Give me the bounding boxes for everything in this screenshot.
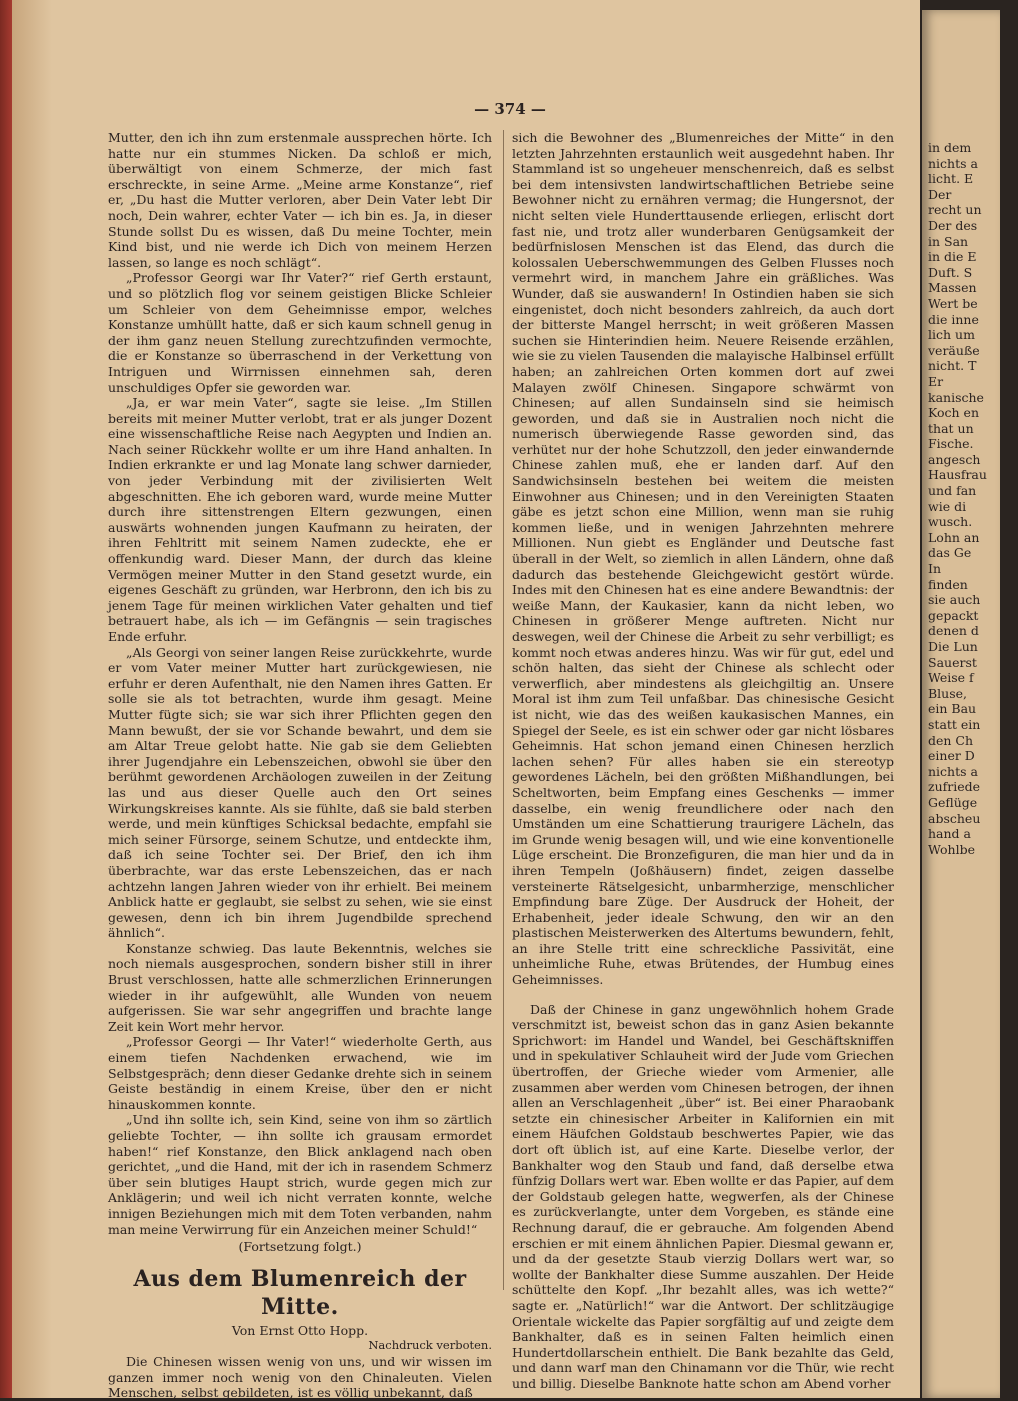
paragraph: Die Chinesen wissen wenig von uns, und wir wissen im ganzen immer noch wenig von den Chinaleuten. Vielen Menschen, selbst gebildeten, ist es völlig unbekannt, daß	[108, 1353, 492, 1401]
next-page-line: gepackt	[928, 607, 979, 623]
next-page-line: Geflüge	[928, 794, 978, 810]
next-page-line: zufriede	[928, 779, 981, 795]
next-page-line: that un	[928, 420, 974, 436]
next-page-line: in die E	[928, 249, 977, 265]
next-page-line: Bluse,	[928, 685, 968, 701]
paragraph: sich die Bewohner des „Blumenreiches der Mitte“ in den letzten Jahrzehnten erstaunlich weit ausgedehnt haben. Ihr Stammland ist so ungeheuer menschenreich, daß es selbst bei dem intensivsten landwirtschaftlichen Betriebe seine Bewohner nicht zu ernähren vermag; die Hungersnot, der nicht selten viele Hunderttausende erliegen, erlischt dort fast nie, und trotz aller wunderbaren Genügsamkeit der bedürfnislosen Menschen ist das Elend, das durch die kolossalen Ueberschwemmungen des Gelben Flusses noch vermehrt wird, in manchem Jahre ein gräßliches. Was Wunder, daß sie auswandern! In Ostindien haben sie sich eingenistet, doch nicht besonders zahlreich, da auch dort der bitterste Mangel herrscht; in weit größeren Massen suchen sie Hinterindien heim. Neuere Reisende erzählen, wie sie zu vielen Tausenden die malayische Halbinsel erfüllt haben; an zahlreichen Orten kommen dort auf zwei Malayen zwölf Chinesen. Singapore schwärmt von Chinesen; auf allen Sundainseln sind sie heimisch geworden, und daß sie in Australien noch nicht die numerisch überwiegende Rasse geworden sind, das verhütet nur der hohe Schutzzoll, den jeder einwandernde Chinese zahlen muß, ehe er landen darf. Auf den Sandwichsinseln bestehen bei weitem die meisten Einwohner aus Chinesen; und in den Vereinigten Staaten gäbe es jetzt schon eine Million, wenn man sie ruhig kommen ließe, und in wenigen Jahrzehnten mehrere Millionen. Nun giebt es Engländer und Deutsche fast überall in der Welt, so ziemlich in allen Ländern, ohne daß dadurch das bestehende Gleichgewicht gestört würde. Indes mit den Chinesen hat es eine andere Bewandtnis: der weiße Mann, der Kaukasier, kann da nicht leben, wo Chinesen in größerer Menge auftreten. Nicht nur deswegen, weil der Chinese die Arbeit zu sehr verbilligt; es kommt noch etwas anderes hinzu. Was wir für gut, edel und schön halten, das sieht der Chinese als schlecht oder verwerflich, aber mindestens als gleichgiltig an. Unsere Moral ist ihm zum Teil unfaßbar. Das chinesische Gesicht ist nicht, wie das des weißen kaukasischen Mannes, ein Spiegel der Seele, es ist ein schwer oder gar nicht lösbares Geheimnis. Hat schon jemand einen Chinesen herzlich lachen sehen? Für alles haben sie ein stereotyp gewordenes Lächeln, bei den größten Mißhandlungen, bei Scheltworten, beim Empfang eines Geschenks — immer dasselbe, ein wenig freundlichere oder nach den Umständen um eine Schattierung traurigere Lächeln, das im Grunde wenig besagen will, und wie eine konventionelle Lüge erscheint. Die Bronzefiguren, die man hier und da in ihren Tempeln (Joßhäusern) findet, zeigen dasselbe versteinerte Rätselgesicht, unbarmherzige, menschlicher Empfindung bare Züge. Der Ausdruck der Hoheit, der Erhabenheit, jeder ideale Schwung, den wir an den plastischen Meisterwerken des Altertums bewundern, fehlt, an ihre Stelle tritt eine schreckliche Passivität, eine unheimliche Ruhe, etwas Brütendes, der Humbug eines Geheimnisses.	[512, 130, 894, 988]
next-page-line: veräuße	[928, 342, 980, 358]
byline: Von Ernst Otto Hopp.	[231, 1322, 369, 1338]
next-page-line: sie auch	[928, 592, 981, 608]
paragraph: „Professor Georgi — Ihr Vater!“ wiederholte Gerth, aus einem tiefen Nachdenken erwachend, wie im Selbstgespräch; denn dieser Gedanke drehte sich in seinem Geiste beständig in einem Kreise, über den er nicht hinauskommen konnte.	[108, 1034, 492, 1112]
next-page-line: Massen	[928, 280, 977, 296]
page-number: — 374 —	[474, 100, 546, 118]
book-binding	[0, 0, 12, 1398]
paragraph: „Und ihn sollte ich, sein Kind, seine von ihm so zärtlich geliebte Tochter, — ihn sollte ich grausam ermordet haben!“ rief Konstanze, den Blick anklagend nach oben gerichtet, „und die Hand, mit der ich in rasendem Schmerz über sein blutiges Haupt strich, wurde gegen mich zur Anklägerin; und weil ich nicht verraten konnte, welche innigen Beziehungen mich mit dem Toten verbanden, nahm man meine Verwirrung für ein Anzeichen meiner Schuld!“	[108, 1112, 492, 1237]
next-page-line: Er	[928, 373, 944, 389]
next-page-line: kanische	[928, 389, 984, 405]
next-page-line: Weise f	[928, 670, 974, 686]
paragraph: Konstanze schwieg. Das laute Bekenntnis, welches sie noch niemals ausgesprochen, sondern bisher still in ihrer Brust verschlossen, hatte alle schmerzlichen Erinnerungen wieder in ihr aufgewühlt, alle Wunden von neuem aufgerissen. Sie war sehr angegriffen und brachte lange Zeit kein Wort mehr hervor.	[108, 940, 492, 1034]
continuation-notice: (Fortsetzung folgt.)	[238, 1239, 362, 1255]
paragraph: Daß der Chinese in ganz ungewöhnlich hohem Grade verschmitzt ist, beweist schon das in ganz Asien bekannte Sprichwort: im Handel und Wandel, bei Geschäftskniffen und in spekulativer Schlauheit wird der Jude vom Griechen übertroffen, der Grieche wieder vom Armenier, alle zusammen aber werden vom Chinesen betrogen, der ihnen allen an Verschlagenheit „über“ ist. Bei einer Pharaobank setzte ein chinesischer Arbeiter in Kalifornien ein mit einem Häufchen Goldstaub beschwertes Papier, wie das dort oft üblich ist, auf eine Karte. Dieselbe verlor, der Bankhalter wog den Staub und fand, daß derselbe etwa fünfzig Dollars wert war. Eben wollte er das Papier, auf dem der Goldstaub gelegen hatte, wegwerfen, als der Chinese es zurückverlangte, unter dem Vorgeben, es stände eine Rechnung darauf, die er gebrauche. Am folgenden Abend erschien er mit einem ähnlichen Papier. Diesmal gewann er, und da der gesetzte Staub vierzig Dollars wert war, so wollte der Bankhalter diese Summe auszahlen. Der Heide schüttelte den Kopf. „Ihr bezahlt alles, was ich wette?“ sagte er. „Natürlich!“ war die Antwort. Der schlitzäugige Orientale wickelte das Papier sorgfältig auf und zeigte dem Bankhalter, daß es in seinen Falten heimlich einen Hundertdollarschein enthielt. Die Bank bezahlte das Geld, und dann warf man den Chinamann vor die Thür, wie recht und billig. Dieselbe Banknote hatte schon am Abend vorher	[512, 1001, 894, 1391]
next-page-line: hand a	[928, 826, 971, 842]
section-gap	[512, 988, 894, 1002]
next-page-line: und fan	[928, 483, 977, 499]
next-page-edge	[922, 10, 1000, 1398]
next-page-line: Hausfrau	[928, 467, 987, 483]
reprint-notice: Nachdruck verboten.	[368, 1338, 492, 1353]
next-page-line: in dem	[928, 140, 972, 155]
next-page-line: Sauerst	[928, 654, 977, 670]
next-page-line: denen d	[928, 623, 979, 639]
next-page-line: recht un	[928, 202, 982, 218]
next-page-line: in San	[928, 233, 969, 249]
next-page-line: Lohn an	[928, 529, 980, 545]
paragraph: „Als Georgi von seiner langen Reise zurückkehrte, wurde er vom Vater meiner Mutter hart zurückgewiesen, nie erfuhr er deren Aufenthalt, nie den Namen ihres Gatten. Er solle sie als tot betrachten, wurde ihm gesagt. Meine Mutter fügte sich; sie war sich ihrer Pflichten gegen den Mann bewußt, der sie vor Schande bewahrt, und dem sie am Altar Treue gelobt hatte. Nie gab sie dem Geliebten ihrer Jugendjahre ein Lebenszeichen, obwohl sie über den berühmt gewordenen Archäologen zuweilen in der Zeitung las und aus dieser Quelle auch den Ort seines Wirkungskreises kannte. Als sie fühlte, daß sie bald sterben werde, und mein künftiges Schicksal bedachte, empfahl sie mich seiner Fürsorge, seinem Schutze, und entdeckte ihm, daß ich seine Tochter sei. Der Brief, den ich ihm überbrachte, war das erste Lebenszeichen, das er nach achtzehn langen Jahren wieder von ihr erhielt. Bei meinem Anblick hatte er geglaubt, sie selbst zu sehen, wie sie einst gewesen, denn ich bin ihrem Jugendbilde sprechend ähnlich“.	[108, 644, 492, 941]
next-page-line: licht. E	[928, 171, 974, 187]
next-page-line: Wert be	[928, 295, 978, 311]
next-page-line: Wohlbe	[928, 841, 975, 857]
next-page-line: ein Bau	[928, 701, 977, 717]
paragraph: „Ja, er war mein Vater“, sagte sie leise. „Im Stillen bereits mit meiner Mutter verlobt, trat er als junger Dozent eine wissenschaftliche Reise nach Aegypten und Indien an. Nach seiner Rückkehr wollte er um ihre Hand anhalten. In Indien erkrankte er und lag Monate lang schwer darnieder, von jeder Verbindung mit der zivilisierten Welt abgeschnitten. Ehe ich geboren ward, wurde meine Mutter durch ihre sittenstrengen Eltern gezwungen, einen auswärts wohnenden jungen Kaufmann zu heiraten, der ihren Fehltritt mit seinem Namen zudeckte, ehe er offenkundig ward. Dieser Mann, der durch das kleine Vermögen meiner Mutter in den Stand gesetzt wurde, ein eigenes Geschäft zu gründen, war Herbronn, den ich bis zu jenem Tage für meinen wirklichen Vater gehalten und tief betrauert habe, als ich — im Gefängnis — sein tragisches Ende erfuhr.	[108, 395, 492, 644]
next-page-line: nicht. T	[928, 358, 977, 374]
next-page-line: wie di	[928, 498, 967, 514]
next-page-line: Fische.	[928, 436, 974, 452]
paragraph: „Professor Georgi war Ihr Vater?“ rief Gerth erstaunt, und so plötzlich flog vor seinem geistigen Blicke Schleier um Schleier von dem Geheimnisse empor, welches Konstanze umhüllt hatte, daß er sich kaum schnell genug in der ihm ganz neuen Stellung zurechtzufinden vermochte, die er Konstanze so überraschend in der Verkettung von Intriguen und Wirrnissen einnehmen sah, deren unschuldiges Opfer sie geworden war.	[108, 270, 492, 395]
next-page-line: Duft. S	[928, 264, 973, 280]
next-page-line: Koch en	[928, 405, 980, 421]
next-page-line: den Ch	[928, 732, 974, 748]
column-divider	[503, 130, 504, 1290]
paragraph: Mutter, den ich ihn zum erstenmale aussprechen hörte. Ich hatte nur ein stummes Nicken. Da schloß er mich, überwältigt von einem Schmerze, der mich fast erschreckte, in seine Arme. „Meine arme Konstanze“, rief er, „Du hast die Mutter verloren, aber Dein Vater lebt Dir noch, Dein wahrer, echter Vater — ich bin es. Ja, in dieser Stunde sollst Du es wissen, daß Du meine Tochter, mein Kind bist, und nie werde ich Dich von meinem Herzen lassen, so lange es noch schlägt“.	[108, 130, 492, 270]
next-page-line: wusch.	[928, 514, 973, 530]
next-page-line: lich um	[928, 327, 975, 343]
next-page-line: das Ge	[928, 545, 972, 561]
right-column	[512, 130, 894, 1391]
page-gutter-shadow	[12, 0, 52, 1398]
next-page-line: In	[928, 561, 941, 577]
article-title: Aus dem Blumenreich der Mitte.	[133, 1265, 467, 1320]
next-page-line: nichts a	[928, 763, 978, 779]
next-page-line: statt ein	[928, 716, 981, 732]
next-page-line: abscheu	[928, 810, 981, 826]
next-page-line: angesch	[928, 451, 981, 467]
left-column	[108, 130, 492, 1401]
next-page-line: einer D	[928, 748, 975, 764]
next-page-line: Der	[928, 186, 952, 202]
next-page-line: nichts a	[928, 155, 978, 171]
next-page-line: Der des	[928, 217, 978, 233]
next-page-line: die inne	[928, 311, 979, 327]
next-page-column	[928, 140, 1018, 857]
next-page-line: finden	[928, 576, 968, 592]
next-page-line: Die Lun	[928, 639, 978, 654]
